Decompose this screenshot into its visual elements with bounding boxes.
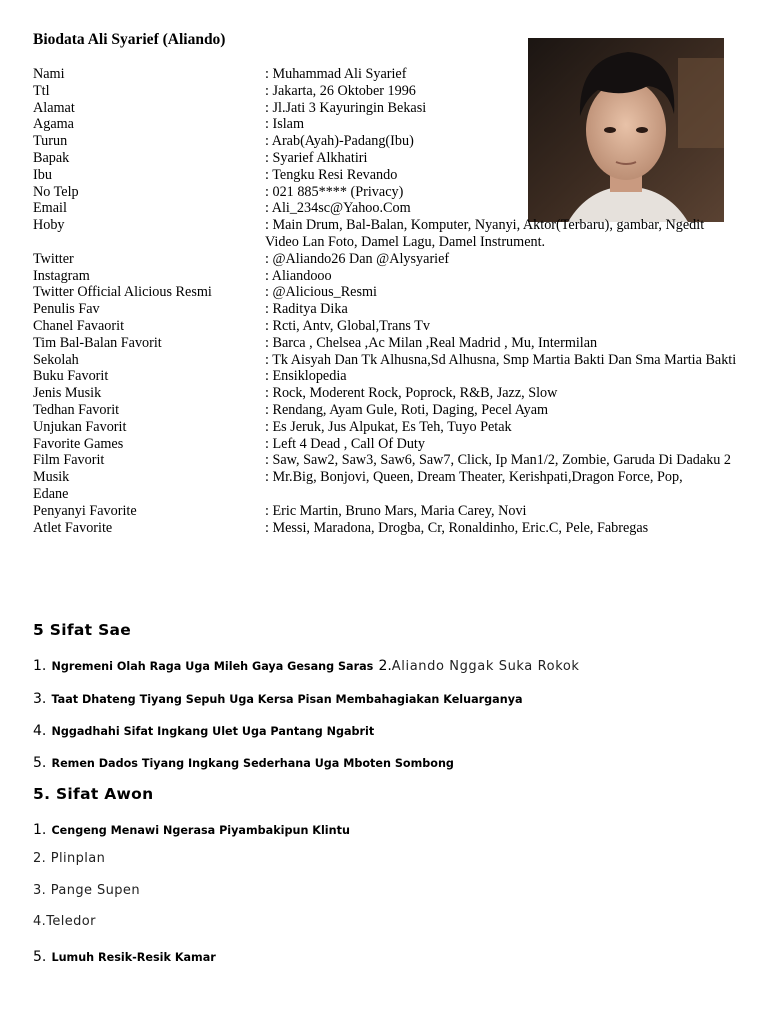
bio-label: Hoby bbox=[33, 217, 65, 234]
bio-value: : Barca , Chelsea ,Ac Milan ,Real Madrid , Mu, Intermilan bbox=[265, 334, 598, 351]
bio-row bbox=[33, 150, 738, 167]
bio-value: : Raditya Dika bbox=[265, 301, 348, 318]
bio-label: Ttl bbox=[33, 82, 50, 99]
bio-value: : Muhammad Ali Syarief bbox=[265, 66, 407, 82]
bio-row bbox=[33, 436, 738, 453]
bio-row bbox=[33, 83, 738, 100]
bio-value: : Main Drum, Bal-Balan, Komputer, Nyanyi, Aktor(Terbaru), gambar, Ngedit Video Lan Foto, Damel Lagu, Damel Instrument. bbox=[265, 217, 705, 250]
bio-value: : Arab(Ayah)-Padang(Ibu) bbox=[265, 133, 414, 150]
sifat-awon-item-4: 4.Teledor bbox=[33, 914, 96, 929]
bio-row bbox=[33, 284, 738, 301]
bio-row bbox=[33, 133, 738, 150]
bio-label: Ibu bbox=[33, 166, 52, 183]
bio-row bbox=[33, 66, 738, 83]
bio-value: : Rock, Moderent Rock, Poprock, R&B, Jazz, Slow bbox=[265, 385, 558, 402]
sifat-sae-item-1-2: 1. Ngremeni Olah Raga Uga Mileh Gaya Gesang Saras 2.Aliando Nggak Suka Rokok bbox=[33, 658, 580, 674]
bio-value: : Left 4 Dead , Call Of Duty bbox=[265, 435, 425, 452]
bio-value: : Jl.Jati 3 Kayuringin Bekasi bbox=[265, 99, 427, 116]
bio-row bbox=[33, 251, 738, 268]
bio-label: Agama bbox=[33, 116, 74, 133]
bio-row bbox=[33, 520, 738, 537]
bio-label: Edane bbox=[33, 485, 69, 502]
sifat-awon-item-1: 1. Cengeng Menawi Ngerasa Piyambakipun Klintu bbox=[33, 822, 350, 838]
bio-value: : Rcti, Antv, Global,Trans Tv bbox=[265, 317, 431, 334]
bio-label: Musik bbox=[33, 469, 70, 486]
bio-row bbox=[33, 402, 738, 419]
document-title: Biodata Ali Syarief (Aliando) bbox=[33, 31, 226, 48]
bio-row bbox=[33, 100, 738, 117]
bio-row bbox=[33, 352, 738, 369]
bio-label: Turun bbox=[33, 133, 68, 150]
bio-value: : Messi, Maradona, Drogba, Cr, Ronaldinho, Eric.C, Pele, Fabregas bbox=[265, 519, 649, 536]
biodata-list bbox=[33, 66, 738, 536]
bio-value: : Eric Martin, Bruno Mars, Maria Carey, Novi bbox=[265, 502, 527, 519]
bio-value: : Ali_234sc@Yahoo.Com bbox=[265, 200, 411, 217]
bio-value: : Aliandooo bbox=[265, 267, 332, 284]
bio-label: Jenis Musik bbox=[33, 385, 102, 402]
bio-value: : Rendang, Ayam Gule, Roti, Daging, Pecel Ayam bbox=[265, 401, 549, 418]
bio-label: Sekolah bbox=[33, 351, 79, 368]
bio-value: : @Aliando26 Dan @Alysyarief bbox=[265, 250, 450, 267]
bio-label: Favorite Games bbox=[33, 435, 124, 452]
sifat-sae-item-3: 3. Taat Dhateng Tiyang Sepuh Uga Kersa Pisan Membahagiakan Keluarganya bbox=[33, 691, 523, 707]
bio-value: : Saw, Saw2, Saw3, Saw6, Saw7, Click, Ip Man1/2, Zombie, Garuda Di Dadaku 2 bbox=[265, 452, 732, 469]
bio-label: Atlet Favorite bbox=[33, 519, 113, 536]
bio-row bbox=[33, 469, 738, 486]
bio-label: Film Favorit bbox=[33, 452, 105, 469]
bio-row bbox=[33, 503, 738, 520]
bio-row bbox=[33, 184, 738, 201]
sifat-awon-item-5: 5. Lumuh Resik-Resik Kamar bbox=[33, 949, 216, 965]
bio-value: : 021 885**** (Privacy) bbox=[265, 183, 404, 200]
bio-row bbox=[33, 116, 738, 133]
bio-value: : Jakarta, 26 Oktober 1996 bbox=[265, 82, 416, 99]
bio-row bbox=[33, 368, 738, 385]
bio-label: Email bbox=[33, 200, 67, 217]
bio-row bbox=[33, 301, 738, 318]
bio-row bbox=[33, 217, 738, 251]
bio-label: Tim Bal-Balan Favorit bbox=[33, 334, 162, 351]
bio-label: Penyanyi Favorite bbox=[33, 502, 137, 519]
bio-label: Alamat bbox=[33, 99, 75, 116]
sifat-awon-heading: 5. Sifat Awon bbox=[33, 785, 154, 803]
bio-label: Buku Favorit bbox=[33, 368, 109, 385]
bio-row bbox=[33, 268, 738, 285]
sifat-sae-heading: 5 Sifat Sae bbox=[33, 621, 132, 639]
bio-value: : Tengku Resi Revando bbox=[265, 166, 398, 183]
bio-value: : Mr.Big, Bonjovi, Queen, Dream Theater, Kerishpati,Dragon Force, Pop, bbox=[265, 469, 683, 486]
bio-label: Twitter Official Alicious Resmi bbox=[33, 284, 212, 301]
bio-label: No Telp bbox=[33, 183, 79, 200]
bio-label: Bapak bbox=[33, 149, 70, 166]
bio-label: Unjukan Favorit bbox=[33, 418, 127, 435]
bio-value: : Ensiklopedia bbox=[265, 368, 347, 385]
bio-row bbox=[33, 385, 738, 402]
bio-row bbox=[33, 452, 738, 469]
bio-label: Chanel Favaorit bbox=[33, 317, 125, 334]
sifat-awon-item-3: 3. Pange Supen bbox=[33, 883, 140, 898]
sifat-sae-item-5: 5. Remen Dados Tiyang Ingkang Sederhana Uga Mboten Sombong bbox=[33, 755, 454, 771]
bio-label: Penulis Fav bbox=[33, 301, 100, 318]
bio-value: : Tk Aisyah Dan Tk Alhusna,Sd Alhusna, Smp Martia Bakti Dan Sma Martia Bakti bbox=[265, 351, 737, 368]
bio-row bbox=[33, 419, 738, 436]
bio-value: : Syarief Alkhatiri bbox=[265, 149, 368, 166]
sifat-awon-item-2: 2. Plinplan bbox=[33, 851, 106, 866]
bio-label: Twitter bbox=[33, 250, 74, 267]
bio-label: Tedhan Favorit bbox=[33, 401, 120, 418]
bio-value: : @Alicious_Resmi bbox=[265, 284, 377, 301]
bio-row bbox=[33, 486, 738, 503]
bio-label: Instagram bbox=[33, 267, 90, 284]
bio-value: : Es Jeruk, Jus Alpukat, Es Teh, Tuyo Petak bbox=[265, 418, 512, 435]
bio-row bbox=[33, 200, 738, 217]
bio-label: Nami bbox=[33, 66, 65, 82]
bio-value: : Islam bbox=[265, 116, 305, 133]
sifat-sae-item-4: 4. Nggadhahi Sifat Ingkang Ulet Uga Pantang Ngabrit bbox=[33, 723, 375, 739]
bio-row bbox=[33, 318, 738, 335]
bio-row bbox=[33, 167, 738, 184]
bio-row bbox=[33, 335, 738, 352]
